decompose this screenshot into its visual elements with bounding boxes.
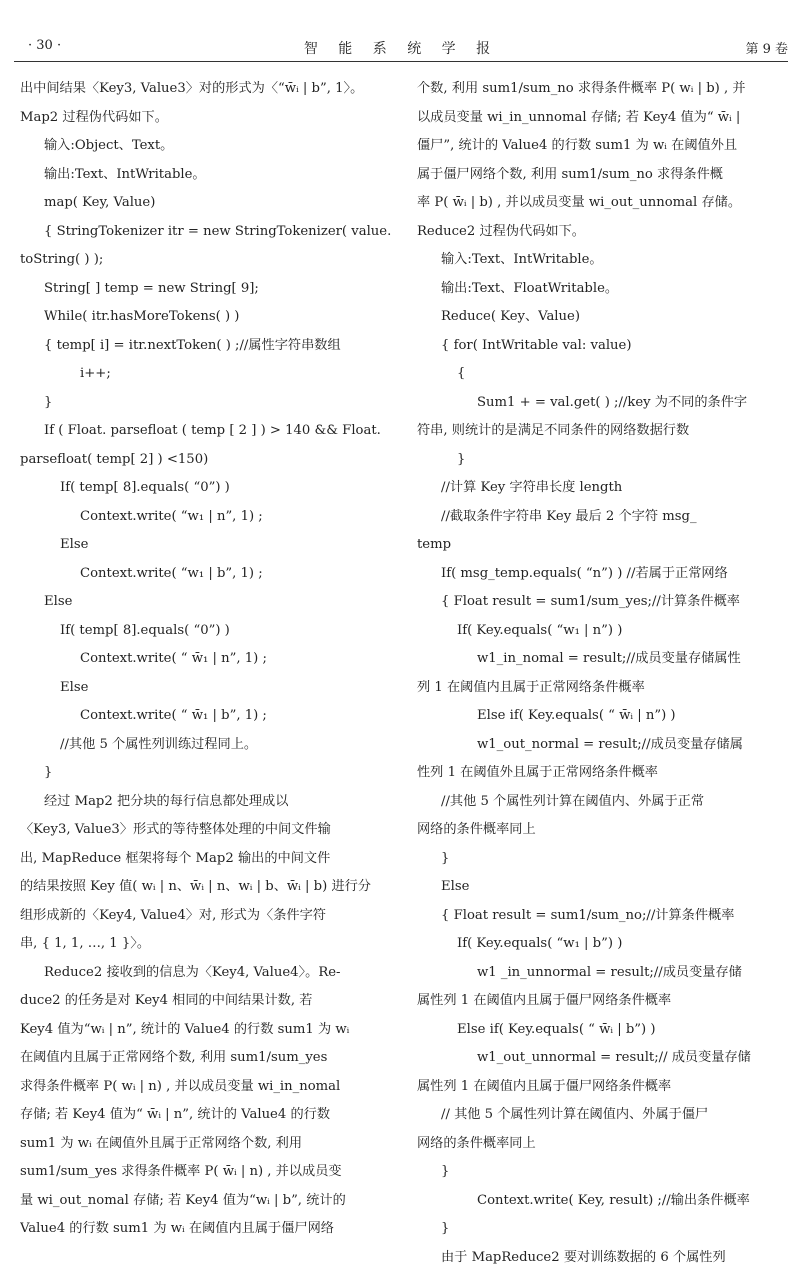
text-line: } [20, 759, 392, 788]
text-line: 输入:Text、IntWritable。 [417, 246, 787, 275]
text-line: Else [20, 531, 392, 560]
text-line: w1 _in_unnormal = result;//成员变量存储 [417, 959, 787, 988]
text-line: duce2 的任务是对 Key4 相同的中间结果计数, 若 [20, 987, 392, 1016]
text-line: If( temp[ 8].equals( “0”) ) [20, 474, 392, 503]
text-line: Sum1 + = val.get( ) ;//key 为不同的条件字 [417, 389, 787, 418]
text-line: Reduce( Key、Value) [417, 303, 787, 332]
text-line: //计算 Key 字符串长度 length [417, 474, 787, 503]
text-line: 出中间结果〈Key3, Value3〉对的形式为〈“w̄ᵢ | b”, 1〉。 [20, 75, 392, 104]
text-line: 列 1 在阈值内且属于正常网络条件概率 [417, 674, 787, 703]
text-line: 输出:Text、FloatWritable。 [417, 275, 787, 304]
text-line: Else if( Key.equals( “ w̄ᵢ | n”) ) [417, 702, 787, 731]
text-line: { [417, 360, 787, 389]
text-line: Reduce2 过程伪代码如下。 [417, 218, 787, 247]
text-line: //其他 5 个属性列训练过程同上。 [20, 731, 392, 760]
text-line: Context.write( “ w̄₁ | n”, 1) ; [20, 645, 392, 674]
page-number: · 30 · [28, 38, 61, 53]
text-line: 存储; 若 Key4 值为“ w̄ᵢ | n”, 统计的 Value4 的行数 [20, 1101, 392, 1130]
text-line: 求得条件概率 P( wᵢ | n) , 并以成员变量 wi_in_nomal [20, 1073, 392, 1102]
text-line: { StringTokenizer itr = new StringTokenizer( value. [20, 218, 392, 247]
journal-title: 智 能 系 统 学 报 [0, 38, 802, 58]
text-line: // 其他 5 个属性列计算在阈值内、外属于僵尸 [417, 1101, 787, 1130]
text-line: 输出:Text、IntWritable。 [20, 161, 392, 190]
text-line: 输入:Object、Text。 [20, 132, 392, 161]
text-line: } [417, 1158, 787, 1187]
text-line: temp [417, 531, 787, 560]
left-column [20, 75, 392, 1244]
text-line: Reduce2 接收到的信息为〈Key4, Value4〉。Re- [20, 959, 392, 988]
text-line: //截取条件字符串 Key 最后 2 个字符 msg_ [417, 503, 787, 532]
text-line: Key4 值为“wᵢ | n”, 统计的 Value4 的行数 sum1 为 wᵢ [20, 1016, 392, 1045]
page-header [0, 0, 802, 56]
text-line: Else if( Key.equals( “ w̄ᵢ | b”) ) [417, 1016, 787, 1045]
text-line: If( temp[ 8].equals( “0”) ) [20, 617, 392, 646]
text-line: toString( ) ); [20, 246, 392, 275]
text-line: 在阈值内且属于正常网络个数, 利用 sum1/sum_yes [20, 1044, 392, 1073]
text-line: 量 wi_out_nomal 存储; 若 Key4 值为“wᵢ | b”, 统计的 [20, 1187, 392, 1216]
text-line: String[ ] temp = new String[ 9]; [20, 275, 392, 304]
text-line: } [417, 1215, 787, 1244]
text-line: 串, { 1, 1, …, 1 }〉。 [20, 930, 392, 959]
text-line: } [20, 389, 392, 418]
text-line: 属于僵尸网络个数, 利用 sum1/sum_no 求得条件概 [417, 161, 787, 190]
text-line: map( Key, Value) [20, 189, 392, 218]
text-line: Context.write( “w₁ | n”, 1) ; [20, 503, 392, 532]
text-line: 个数, 利用 sum1/sum_no 求得条件概率 P( wᵢ | b) , 并 [417, 75, 787, 104]
text-line: w1_out_normal = result;//成员变量存储属 [417, 731, 787, 760]
text-line: 由于 MapReduce2 要对训练数据的 6 个属性列 [417, 1244, 787, 1272]
header-rule [14, 61, 788, 62]
text-line: 网络的条件概率同上 [417, 816, 787, 845]
text-line: 率 P( w̄ᵢ | b) , 并以成员变量 wi_out_unnomal 存储。 [417, 189, 787, 218]
text-line: } [417, 845, 787, 874]
text-line: sum1/sum_yes 求得条件概率 P( w̄ᵢ | n) , 并以成员变 [20, 1158, 392, 1187]
right-column [417, 75, 787, 1272]
text-line: Context.write( Key, result) ;//输出条件概率 [417, 1187, 787, 1216]
text-line: Else [20, 588, 392, 617]
text-line: 符串, 则统计的是满足不同条件的网络数据行数 [417, 417, 787, 446]
text-line: 组形成新的〈Key4, Value4〉对, 形式为〈条件字符 [20, 902, 392, 931]
text-line: 网络的条件概率同上 [417, 1130, 787, 1159]
text-line: If( msg_temp.equals( “n”) ) //若属于正常网络 [417, 560, 787, 589]
text-line: Else [417, 873, 787, 902]
text-line: Context.write( “w₁ | b”, 1) ; [20, 560, 392, 589]
text-line: 属性列 1 在阈值内且属于僵尸网络条件概率 [417, 987, 787, 1016]
text-line: 经过 Map2 把分块的每行信息都处理成以 [20, 788, 392, 817]
text-line: 属性列 1 在阈值内且属于僵尸网络条件概率 [417, 1073, 787, 1102]
text-line: 性列 1 在阈值外且属于正常网络条件概率 [417, 759, 787, 788]
text-line: 以成员变量 wi_in_unnomal 存储; 若 Key4 值为“ w̄ᵢ | [417, 104, 787, 133]
text-line: 出, MapReduce 框架将每个 Map2 输出的中间文件 [20, 845, 392, 874]
text-line: While( itr.hasMoreTokens( ) ) [20, 303, 392, 332]
text-line: 僵尸”, 统计的 Value4 的行数 sum1 为 wᵢ 在阈值外且 [417, 132, 787, 161]
text-line: If ( Float. parsefloat ( temp [ 2 ] ) > 140 && Float. [20, 417, 392, 446]
text-line: { Float result = sum1/sum_no;//计算条件概率 [417, 902, 787, 931]
text-line: //其他 5 个属性列计算在阈值内、外属于正常 [417, 788, 787, 817]
text-line: 的结果按照 Key 值( wᵢ | n、w̄ᵢ | n、wᵢ | b、w̄ᵢ | b) 进行分 [20, 873, 392, 902]
volume-label: 第 9 卷 [745, 38, 788, 57]
text-line: { Float result = sum1/sum_yes;//计算条件概率 [417, 588, 787, 617]
text-line: If( Key.equals( “w₁ | b”) ) [417, 930, 787, 959]
text-line: Value4 的行数 sum1 为 wᵢ 在阈值内且属于僵尸网络 [20, 1215, 392, 1244]
text-line: sum1 为 wᵢ 在阈值外且属于正常网络个数, 利用 [20, 1130, 392, 1159]
text-line: 〈Key3, Value3〉形式的等待整体处理的中间文件输 [20, 816, 392, 845]
text-line: Context.write( “ w̄₁ | b”, 1) ; [20, 702, 392, 731]
text-line: Map2 过程伪代码如下。 [20, 104, 392, 133]
text-line: w1_out_unnormal = result;// 成员变量存储 [417, 1044, 787, 1073]
text-line: { for( IntWritable val: value) [417, 332, 787, 361]
text-line: w1_in_nomal = result;//成员变量存储属性 [417, 645, 787, 674]
text-line: { temp[ i] = itr.nextToken( ) ;//属性字符串数组 [20, 332, 392, 361]
text-line: } [417, 446, 787, 475]
text-line: parsefloat( temp[ 2] ) <150) [20, 446, 392, 475]
text-line: Else [20, 674, 392, 703]
text-line: i++; [20, 360, 392, 389]
text-line: If( Key.equals( “w₁ | n”) ) [417, 617, 787, 646]
